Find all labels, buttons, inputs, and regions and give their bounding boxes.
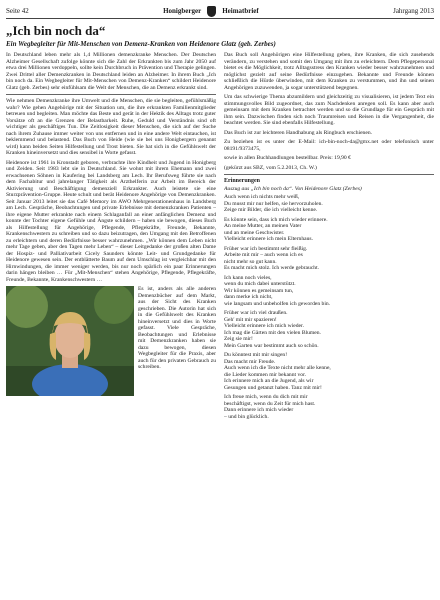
article-title: „Ich bin noch da“ (6, 23, 106, 38)
poem-line: nicht mehr so gut kann. (224, 258, 277, 265)
poem-line: wenn du mich dabei unterstützt. (224, 281, 296, 287)
poem-subtitle: Auszug aus „Ich bin noch da“. Von Heidenore Glatz (Zerbes) (224, 185, 362, 192)
poem-line: dann merke ich nicht, (224, 294, 273, 300)
poem-line: Es könnte sein, dass ich mich wieder erinnere. (224, 216, 328, 223)
coat-of-arms-icon (207, 6, 216, 17)
poem-line: Gesungen und getanzt haben. Tanz mit mir! (224, 384, 322, 391)
poem-stanza (224, 352, 434, 391)
poem-line: Ich freue mich, wenn du dich mit mir (224, 394, 308, 400)
right-column (224, 52, 434, 423)
left-column (6, 52, 216, 423)
poem-line: Auch wenn ich die Texte nicht mehr alle kenne, (224, 365, 331, 371)
poem-stanza (224, 194, 434, 214)
paragraph: In Deutschland leben mehr als 1,4 Millionen demenzkranke Menschen. Der Deutschen Alzheimer Gesellschaft zufolge könnte sich die Zahl der Erkrankten bis zum Jahr 2050 auf etwa drei Millionen verdoppeln, sollte kein Durchbruch in Prävention und Therapie gelingen. Zwei Drittel aller Demenzkranken in Deutschland leiden an Alzheimer. In ihrem Buch „Ich bin noch da. Ein Wegbegleiter für Mit-Menschen von Demenz-Kranken“ schildert Heidenore Glatz (geb. Zerbes) sehr einfühlsam die Welt der Menschen, die an Demenz erkrankt sind. (6, 52, 216, 91)
paragraph: Es ist, anders als alle anderen Demenzbücher auf dem Markt, aus der Sicht des Kranken geschrieben. Die Autorin hat sich in die Gefühlswelt des Kranken hineinversetzt und dies in Worte gefasst. Viele Gespräche, Beobachtungen und Erlebnisse mit Demenzkranken haben sie dazu bewogen, diesen Wegbegleiter für die Praxis, aber auch für den privaten Gebrauch zu schreiben. (138, 286, 216, 370)
divider (224, 174, 434, 175)
contact-line: Zu beziehen ist es unter der E-Mail: ich-bin-noch-da@gmx.net oder telefonisch unter 08191/9373475, (224, 139, 434, 152)
poem-line: Mein Garten war bestimmt auch so schön. (224, 342, 319, 349)
poem-line: Dann erinnere ich mich wieder (224, 407, 294, 413)
author-photo (6, 286, 134, 396)
poem-stanza (224, 246, 434, 272)
poem-line: Zeige mir Bilder, die ich vielleicht kenne. (224, 207, 318, 213)
poem-line: – und bin glücklich. (224, 413, 269, 420)
paragraph: Das Buch ist zur leichteren Handhabung als Ringbuch erschienen. (224, 129, 373, 136)
poem-line: Vielleicht erinnere ich mich wieder. (224, 323, 304, 329)
price-line: sowie in allen Buchhandlungen bestellbar. Preis: 19,90 € (224, 155, 351, 161)
poem-line: Früher war ich bestimmt sehr fleißig. (224, 245, 308, 252)
poem-line: Zeig sie mir! (224, 336, 253, 342)
poem-line: Geh' mit mir spazieren! (224, 316, 277, 323)
poem-line: Es macht mich stolz. Ich werde gebraucht. (224, 265, 320, 271)
publication-title: Honigberger Heimatbrief (163, 7, 259, 15)
volume-year: Jahrgang 2013 (393, 7, 434, 15)
paragraph: Das Buch soll Angehörigen eine Hilfestellung geben, ihre Kranken, die sich zusehends verändern, zu verstehen und somit den Umgang mit ihm zu erleichtern. Dem Pflegepersonal bietet es die Möglichkeit, trotz Alltagsstress den Kranken wieder besser wahrzunehmen und möglichst gezielt auf seine Bedürfnisse einzugehen. Bekannte und Freunde können schließlich die Hürde überwinden, mit dem Kranken zu verstummen, und ihn und seinen Angehörigen zuzuwenden, ja sogar unterstützend begegnen. (224, 52, 434, 91)
poem-line: die Lieder kommen mir bekannt vor. (224, 371, 307, 378)
poem-line: Ich kann noch vieles, (224, 274, 272, 281)
paragraph: Wie nehmen Demenzkranke ihre Umwelt und die Menschen, die sie begleiten, gefühlsmäßig wahr? Wie gehen Angehörige mit der Situation um, die ihre erkrankten Familienmitglieder betreuen und begleiten. Man möchte das Beste und gerät in der Hektik des Alltags trotz guter Vorsätze oft an die Grenzen der Belastbarkeit. Ruhe, Geduld und Verständnis sind oft wichtiger als geschäftiges Tun. Die Zeitlosigkeit dieser Menschen, die sich auf der Suche nach ihrem Zuhause immer weiter von uns entfernen und in eine andere Welt eintauchen, ist beklemmend und belastend. Das Buch von Heide (wie sie bei uns Honigbergern genannt wird) kann beiden Seiten Hilfestellung und Trost bieten. Sie hat sich in die Gefühlswelt der Kranken hineinversetzt und dies sensibel in Worte gefasst. (6, 98, 216, 156)
poem-title: Erinnerungen (224, 178, 261, 184)
poem-line: Ich erinnere mich an die Jugend, als wir (224, 378, 314, 384)
article-subtitle: Ein Wegbegleiter für Mit-Menschen von Demenz-Kranken von Heidenore Glatz (geb. Zerbes) (6, 40, 276, 48)
poem-line: An meine Mutter, an meinen Vater (224, 223, 302, 229)
poem-line: Auch wenn ich nichts mehr weiß, (224, 194, 300, 200)
source-note: (gekürzt aus SBZ, vom 5.2.2013, Ch. W.) (224, 164, 317, 171)
poem-line: Vielleicht erinnere ich mein Elternhaus. (224, 236, 313, 242)
poem-line: Ich mag die Gärten mit den vielen Blumen. (224, 329, 321, 336)
poem-line: Früher war ich viel draußen. (224, 310, 288, 316)
poem-line: beschäftigst, wenn du Zeit für mich hast. (224, 400, 316, 407)
page-header (6, 4, 434, 19)
page-number: Seite 42 (6, 7, 29, 15)
paragraph: Um das schwierige Thema abzumildern und gleichzeitig zu visualisieren, ist jedem Text ein stimmungsvolles Bild zugeordnet, das zum Nachdenken anregen soll. Es kann aber auch gemeinsam mit dem Kranken betrachtet werden und so die Grundlage für ein Gespräch mit ihm sein. Dazwischen finden sich noch Traumreisen und Reisen in die Vergangenheit, die beachtet werden. Sie sind ebenfalls Hilfestellung. (224, 94, 434, 126)
poem-stanza (224, 275, 434, 308)
divider (6, 94, 216, 95)
poem-line: und an meine Geschwister. (224, 229, 285, 236)
poem-line: Das macht mir Freude. (224, 358, 276, 365)
poem-line: wie langsam und unbeholfen ich geworden bin. (224, 300, 331, 307)
poem-line: Arbeite mit mir – auch wenn ich es (224, 252, 303, 258)
poem-line: Wir können es gemeinsam tun, (224, 287, 294, 294)
poem (224, 194, 434, 420)
paragraph: Heidenore ist 1961 in Kronstadt geboren, verbrachte ihre Kindheit und Jugend in Honigberg und Zeiden. Seit 1983 lebt sie in Deutschland. Sie wohnt mit ihrem Ehemann und zwei erwachsenen Söhnen in Kaufering bei Landsberg am Lech. Ihr Berufsweg führte sie nach dem Fachabitur und jahrelanger Tätigkeit als Arzthelferin zur Arbeit im Bereich der Aktivierung und Beschäftigung demenziell Erkrankter. Auch leistete sie eine Sturzprävention-Gruppe. Heute schult und berät Heidenore Angehörige von Demenzkranken. Seit Januar 2013 leitet sie das Café Memory im AWO Mehrgenerationenhaus in Landsberg am Lech. Gespräche, Beobachtungen und private Erlebnisse mit demenzkranken Patienten – ihre eigene Mutter erkrankte nach einem Schlaganfall an einer anfänglichen Demenz und konnte der Tochter eigene Gefühle und Ängste schildern – haben sie bewogen, dieses Buch als Hilfestellung für Angehörige, Pflegende, Pflegekräfte, Freunde, Bekannte, Krankenschwestern zu schreiben und so dazu beizutragen, den Umgang mit den Betroffenen zu erleichtern und deren Bedürfnisse besser wahrzunehmen. „Wir können dem Leben nicht mehr Tage geben, aber den Tagen mehr Leben“ – dieser Leitgedanke der großen alten Dame der Hospiz- und Palliativarbeit Cicely Saunders könnte Leit- und Grundgedanke für Heidenore gewesen sein. Der entblätterte Baum auf dem Umschlag ist vergleichbar mit den Hirnwindungen, die immer weniger werden, bis nur noch spärlich ein paar Erinnerungen darin hängen bleiben … Für „Mit-Menschen“ stehen Angehörige, Pflegende, Pflegekräfte, Freunde, Bekannte, Krankenschwestern … (6, 159, 216, 283)
poem-line: Du könntest mit mir singen! (224, 352, 288, 358)
poem-stanza (224, 394, 434, 420)
poem-stanza (224, 217, 434, 243)
poem-stanza (224, 310, 434, 349)
poem-line: Du musst mir nur helfen, sie hervorzuholen. (224, 200, 323, 207)
